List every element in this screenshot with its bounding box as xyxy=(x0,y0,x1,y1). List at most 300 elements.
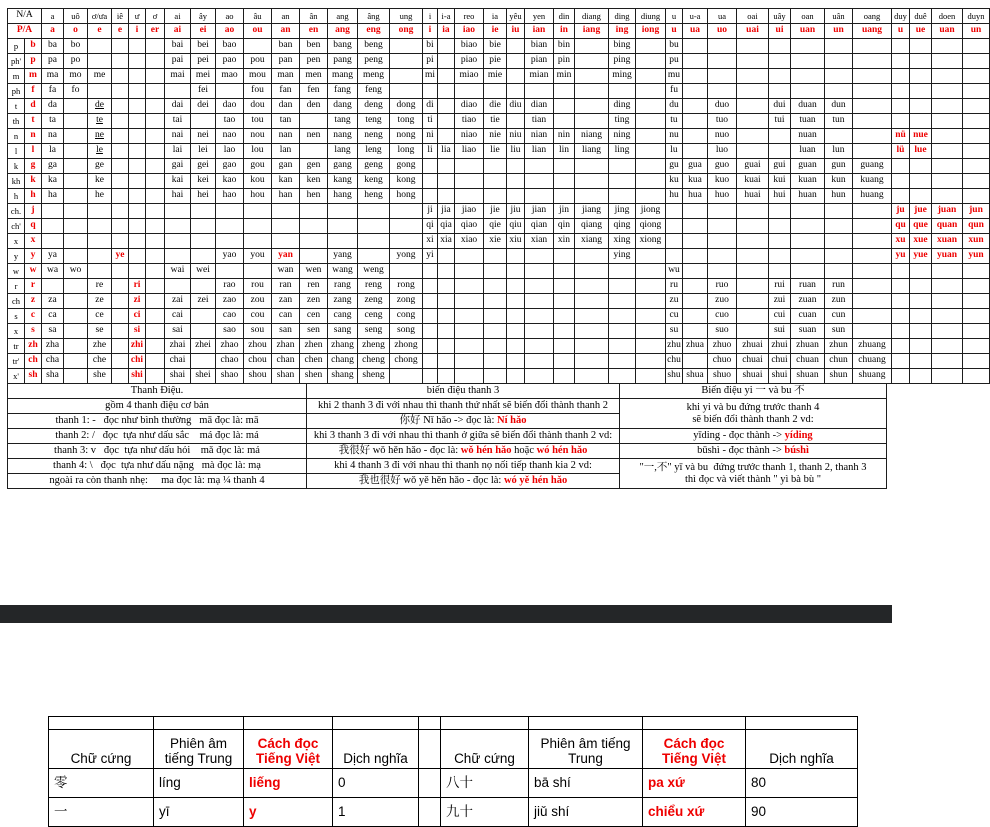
final-vn: an xyxy=(272,9,300,24)
syllable-cell xyxy=(737,264,769,279)
syllable-cell xyxy=(853,99,892,114)
syllable-cell: xian xyxy=(525,234,554,249)
syllable-cell xyxy=(507,369,525,384)
syllable-cell xyxy=(853,219,892,234)
syllable-cell xyxy=(636,294,666,309)
syllable-cell: liang xyxy=(575,144,609,159)
syllable-cell: lü xyxy=(892,144,910,159)
syllable-cell xyxy=(88,234,112,249)
syllable-cell: wai xyxy=(165,264,191,279)
syllable-cell xyxy=(963,339,990,354)
syllable-cell xyxy=(165,234,191,249)
syllable-cell: huan xyxy=(791,189,825,204)
syllable-cell: fang xyxy=(328,84,358,99)
syllable-cell xyxy=(484,324,507,339)
syllable-cell: wen xyxy=(300,264,328,279)
syllable-cell: dou xyxy=(244,99,272,114)
final-vn: uân xyxy=(825,9,853,24)
syllable-cell xyxy=(191,279,216,294)
syllable-cell: shuang xyxy=(853,369,892,384)
syllable-cell xyxy=(666,219,683,234)
initial-py: g xyxy=(25,159,42,174)
syllable-cell xyxy=(64,99,88,114)
final-vn: ơ/ưa xyxy=(88,9,112,24)
syllable-cell xyxy=(191,249,216,264)
syllable-cell xyxy=(683,144,708,159)
syllable-cell xyxy=(791,84,825,99)
syllable-cell xyxy=(390,54,423,69)
syllable-cell xyxy=(825,69,853,84)
syllable-cell xyxy=(769,54,791,69)
syllable-cell xyxy=(575,369,609,384)
syllable-cell xyxy=(507,339,525,354)
initial-py: b xyxy=(25,39,42,54)
syllable-cell: pou xyxy=(244,54,272,69)
vocab-cell: 九十 xyxy=(441,798,529,827)
syllable-cell: chui xyxy=(769,354,791,369)
syllable-cell xyxy=(554,339,575,354)
syllable-cell xyxy=(507,189,525,204)
syllable-cell: hun xyxy=(825,189,853,204)
syllable-cell: mai xyxy=(165,69,191,84)
initial-py: k xyxy=(25,174,42,189)
initial-vn: k xyxy=(8,159,25,174)
syllable-cell: chen xyxy=(300,354,328,369)
syllable-cell xyxy=(825,249,853,264)
initial-vn: ph' xyxy=(8,54,25,69)
syllable-cell: zang xyxy=(328,294,358,309)
syllable-cell: you xyxy=(244,249,272,264)
syllable-cell: qing xyxy=(609,219,636,234)
syllable-cell: zen xyxy=(300,294,328,309)
syllable-cell: kong xyxy=(390,174,423,189)
syllable-cell xyxy=(64,249,88,264)
syllable-cell: ga xyxy=(42,159,64,174)
final-py: an xyxy=(272,24,300,39)
syllable-cell: luo xyxy=(708,144,737,159)
syllable-cell: duo xyxy=(708,99,737,114)
syllable-cell: ji xyxy=(423,204,438,219)
syllable-cell xyxy=(525,279,554,294)
syllable-cell: rou xyxy=(244,279,272,294)
syllable-cell: jin xyxy=(554,204,575,219)
syllable-cell xyxy=(554,84,575,99)
syllable-cell: shai xyxy=(165,369,191,384)
syllable-cell xyxy=(963,324,990,339)
syllable-cell xyxy=(932,294,963,309)
syllable-cell xyxy=(244,234,272,249)
syllable-cell: gao xyxy=(216,159,244,174)
syllable-cell: dong xyxy=(390,99,423,114)
syllable-cell xyxy=(791,54,825,69)
syllable-cell xyxy=(683,99,708,114)
final-vn: duy xyxy=(892,9,910,24)
syllable-cell: pang xyxy=(328,54,358,69)
syllable-cell xyxy=(963,264,990,279)
syllable-cell: heng xyxy=(358,189,390,204)
syllable-cell xyxy=(191,204,216,219)
initial-py: w xyxy=(25,264,42,279)
syllable-cell xyxy=(769,39,791,54)
syllable-cell xyxy=(88,219,112,234)
syllable-cell: niang xyxy=(575,129,609,144)
initial-py: n xyxy=(25,129,42,144)
final-vn: ung xyxy=(390,9,423,24)
syllable-cell xyxy=(507,309,525,324)
syllable-cell: xue xyxy=(910,234,932,249)
syllable-cell: wu xyxy=(666,264,683,279)
syllable-cell: liao xyxy=(455,144,484,159)
syllable-cell xyxy=(112,129,129,144)
syllable-cell xyxy=(769,234,791,249)
syllable-cell xyxy=(455,324,484,339)
syllable-cell xyxy=(575,69,609,84)
sandhi-rule-cell: 我也很好 wǒ yě hěn hǎo - đọc là: wó yě hén hǎo xyxy=(307,474,620,489)
syllable-cell: hai xyxy=(165,189,191,204)
vocab-header: Chữ cứng xyxy=(441,730,529,769)
syllable-cell xyxy=(737,249,769,264)
spacer-cell xyxy=(244,717,333,730)
syllable-cell xyxy=(910,99,932,114)
syllable-cell xyxy=(683,324,708,339)
syllable-cell: dei xyxy=(191,99,216,114)
syllable-cell xyxy=(769,69,791,84)
syllable-cell xyxy=(892,189,910,204)
syllable-cell xyxy=(708,234,737,249)
syllable-cell: na xyxy=(42,129,64,144)
syllable-cell xyxy=(455,189,484,204)
syllable-cell xyxy=(438,249,455,264)
syllable-cell xyxy=(892,54,910,69)
syllable-cell xyxy=(910,54,932,69)
final-vn: âu xyxy=(244,9,272,24)
final-vn: iê xyxy=(112,9,129,24)
syllable-cell: zou xyxy=(244,294,272,309)
syllable-cell: ti xyxy=(423,114,438,129)
syllable-cell xyxy=(165,249,191,264)
syllable-cell xyxy=(910,309,932,324)
syllable-cell xyxy=(438,294,455,309)
syllable-cell xyxy=(438,84,455,99)
syllable-cell xyxy=(146,189,165,204)
syllable-cell: pan xyxy=(272,54,300,69)
syllable-cell xyxy=(609,339,636,354)
syllable-cell: chan xyxy=(272,354,300,369)
syllable-cell xyxy=(455,369,484,384)
syllable-cell xyxy=(575,114,609,129)
syllable-cell xyxy=(146,99,165,114)
syllable-cell xyxy=(910,114,932,129)
syllable-cell xyxy=(146,264,165,279)
syllable-cell: dun xyxy=(825,99,853,114)
syllable-cell xyxy=(484,264,507,279)
syllable-cell: kui xyxy=(769,174,791,189)
syllable-cell xyxy=(112,264,129,279)
syllable-cell xyxy=(910,264,932,279)
syllable-cell: jiao xyxy=(455,204,484,219)
syllable-cell: qia xyxy=(438,219,455,234)
syllable-cell: cheng xyxy=(358,354,390,369)
syllable-cell: long xyxy=(390,144,423,159)
syllable-cell xyxy=(554,294,575,309)
syllable-cell xyxy=(455,174,484,189)
syllable-cell xyxy=(129,144,146,159)
initial-vn: tr' xyxy=(8,354,25,369)
syllable-cell: lun xyxy=(825,144,853,159)
syllable-cell xyxy=(358,204,390,219)
syllable-cell xyxy=(963,159,990,174)
syllable-cell xyxy=(769,144,791,159)
initial-vn: n xyxy=(8,129,25,144)
syllable-cell xyxy=(484,294,507,309)
syllable-cell: zheng xyxy=(358,339,390,354)
syllable-cell: hu xyxy=(666,189,683,204)
syllable-cell: nu xyxy=(666,129,683,144)
syllable-cell xyxy=(769,204,791,219)
syllable-cell: qiang xyxy=(575,219,609,234)
syllable-cell xyxy=(575,189,609,204)
syllable-cell: xiang xyxy=(575,234,609,249)
initial-vn: m xyxy=(8,69,25,84)
vocab-cell: 零 xyxy=(49,769,154,798)
red-text: Ní hǎo xyxy=(497,415,527,427)
tone-rule-cell: thanh 4: \ đọc tựa như dấu nặng mà đọc là: mạ xyxy=(8,459,307,474)
syllable-cell xyxy=(146,219,165,234)
initial-py: s xyxy=(25,324,42,339)
initial-vn: l xyxy=(8,144,25,159)
syllable-cell xyxy=(423,294,438,309)
syllable-cell: man xyxy=(272,69,300,84)
syllable-cell xyxy=(554,99,575,114)
syllable-cell xyxy=(64,234,88,249)
syllable-cell: geng xyxy=(358,159,390,174)
syllable-cell xyxy=(525,354,554,369)
syllable-cell: kao xyxy=(216,174,244,189)
syllable-cell xyxy=(737,39,769,54)
syllable-cell xyxy=(683,354,708,369)
syllable-cell: zhun xyxy=(825,339,853,354)
syllable-cell xyxy=(932,309,963,324)
syllable-cell xyxy=(910,324,932,339)
syllable-cell xyxy=(575,324,609,339)
syllable-cell: kuo xyxy=(708,174,737,189)
syllable-cell: deng xyxy=(358,99,390,114)
syllable-cell xyxy=(191,114,216,129)
syllable-cell xyxy=(892,174,910,189)
syllable-cell xyxy=(791,219,825,234)
final-py: in xyxy=(554,24,575,39)
syllable-cell xyxy=(88,84,112,99)
syllable-cell xyxy=(636,249,666,264)
syllable-cell xyxy=(609,189,636,204)
syllable-cell: bo xyxy=(64,39,88,54)
syllable-cell: cang xyxy=(328,309,358,324)
syllable-cell: wan xyxy=(272,264,300,279)
syllable-cell: pa xyxy=(42,54,64,69)
syllable-cell xyxy=(216,264,244,279)
syllable-cell: lian xyxy=(525,144,554,159)
initial-vn: x' xyxy=(8,369,25,384)
syllable-cell: zhuan xyxy=(791,339,825,354)
syllable-cell xyxy=(525,369,554,384)
syllable-cell xyxy=(146,249,165,264)
syllable-cell xyxy=(683,84,708,99)
syllable-cell: dan xyxy=(272,99,300,114)
syllable-cell: shao xyxy=(216,369,244,384)
syllable-cell xyxy=(609,264,636,279)
syllable-cell: lue xyxy=(910,144,932,159)
line: "一,不" yī và bu đứng trước thanh 1, thanh 2, thanh 3 xyxy=(639,462,867,474)
syllable-cell: she xyxy=(88,369,112,384)
syllable-cell xyxy=(390,369,423,384)
syllable-cell xyxy=(892,294,910,309)
syllable-cell xyxy=(507,249,525,264)
initial-vn: h xyxy=(8,189,25,204)
syllable-cell: ren xyxy=(300,279,328,294)
syllable-cell: kun xyxy=(825,174,853,189)
syllable-cell xyxy=(825,219,853,234)
syllable-cell xyxy=(892,354,910,369)
final-py: o xyxy=(64,24,88,39)
syllable-cell: xiong xyxy=(636,234,666,249)
initial-py: z xyxy=(25,294,42,309)
initial-py: j xyxy=(25,204,42,219)
syllable-cell xyxy=(484,354,507,369)
syllable-cell: fa xyxy=(42,84,64,99)
syllable-cell: cu xyxy=(666,309,683,324)
syllable-cell xyxy=(455,249,484,264)
syllable-cell xyxy=(244,39,272,54)
syllable-cell xyxy=(554,369,575,384)
syllable-cell xyxy=(554,159,575,174)
syllable-cell: guo xyxy=(708,159,737,174)
syllable-cell: tang xyxy=(328,114,358,129)
syllable-cell: yuan xyxy=(932,249,963,264)
syllable-cell xyxy=(455,159,484,174)
syllable-cell: seng xyxy=(358,324,390,339)
syllable-cell: xin xyxy=(554,234,575,249)
syllable-cell: miao xyxy=(455,69,484,84)
syllable-cell: cong xyxy=(390,309,423,324)
syllable-cell: shuan xyxy=(791,369,825,384)
syllable-cell: ba xyxy=(42,39,64,54)
red-text: wó yě hén hǎo xyxy=(503,475,568,487)
syllable-cell xyxy=(146,324,165,339)
syllable-cell xyxy=(737,279,769,294)
syllable-cell xyxy=(484,189,507,204)
syllable-cell: beng xyxy=(358,39,390,54)
syllable-cell: kuan xyxy=(791,174,825,189)
syllable-cell xyxy=(146,114,165,129)
syllable-cell xyxy=(708,39,737,54)
vocab-cell: jiǔ shí xyxy=(529,798,643,827)
syllable-cell xyxy=(272,204,300,219)
vocab-cell: 80 xyxy=(746,769,858,798)
syllable-cell xyxy=(963,294,990,309)
syllable-cell xyxy=(963,129,990,144)
syllable-cell: lang xyxy=(328,144,358,159)
final-vn: ding xyxy=(609,9,636,24)
syllable-cell: shun xyxy=(825,369,853,384)
syllable-cell xyxy=(358,219,390,234)
syllable-cell: xie xyxy=(484,234,507,249)
syllable-cell: zei xyxy=(191,294,216,309)
syllable-cell: gou xyxy=(244,159,272,174)
syllable-cell xyxy=(825,84,853,99)
initial-py: t xyxy=(25,114,42,129)
syllable-cell: diu xyxy=(507,99,525,114)
syllable-cell xyxy=(683,279,708,294)
final-vn: ao xyxy=(216,9,244,24)
syllable-cell xyxy=(390,264,423,279)
syllable-cell: qin xyxy=(554,219,575,234)
syllable-cell xyxy=(853,54,892,69)
syllable-cell: zhuang xyxy=(853,339,892,354)
syllable-cell xyxy=(575,174,609,189)
syllable-cell xyxy=(88,204,112,219)
syllable-cell: pian xyxy=(525,54,554,69)
syllable-cell xyxy=(112,174,129,189)
syllable-cell xyxy=(64,339,88,354)
syllable-cell xyxy=(358,234,390,249)
syllable-cell xyxy=(853,264,892,279)
syllable-cell: nou xyxy=(244,129,272,144)
syllable-cell xyxy=(825,264,853,279)
final-vn: din xyxy=(554,9,575,24)
syllable-cell: mian xyxy=(525,69,554,84)
syllable-cell: le xyxy=(88,144,112,159)
syllable-cell: quan xyxy=(932,219,963,234)
syllable-cell xyxy=(525,324,554,339)
syllable-cell xyxy=(636,369,666,384)
syllable-cell xyxy=(609,309,636,324)
syllable-cell xyxy=(525,84,554,99)
syllable-cell: zu xyxy=(666,294,683,309)
syllable-cell: reng xyxy=(358,279,390,294)
separator-cell xyxy=(419,730,441,769)
syllable-cell: xu xyxy=(892,234,910,249)
syllable-cell xyxy=(825,54,853,69)
syllable-cell xyxy=(328,219,358,234)
syllable-cell xyxy=(42,234,64,249)
final-py: er xyxy=(146,24,165,39)
syllable-cell: sou xyxy=(244,324,272,339)
syllable-cell: zong xyxy=(390,294,423,309)
syllable-cell xyxy=(737,84,769,99)
syllable-cell: rang xyxy=(328,279,358,294)
syllable-cell: nie xyxy=(484,129,507,144)
syllable-cell xyxy=(129,204,146,219)
syllable-cell: pen xyxy=(300,54,328,69)
initial-vn: s xyxy=(8,309,25,324)
final-py: u xyxy=(892,24,910,39)
final-py: ei xyxy=(191,24,216,39)
final-vn: diung xyxy=(636,9,666,24)
syllable-cell: biao xyxy=(455,39,484,54)
syllable-cell xyxy=(554,309,575,324)
syllable-cell xyxy=(825,39,853,54)
syllable-cell xyxy=(129,174,146,189)
syllable-cell xyxy=(423,84,438,99)
syllable-cell: qie xyxy=(484,219,507,234)
syllable-cell: rong xyxy=(390,279,423,294)
syllable-cell: zhi xyxy=(129,339,146,354)
syllable-cell xyxy=(455,264,484,279)
syllable-cell xyxy=(791,264,825,279)
syllable-cell xyxy=(554,114,575,129)
pinyin-sheet xyxy=(7,8,985,489)
syllable-cell: zai xyxy=(165,294,191,309)
